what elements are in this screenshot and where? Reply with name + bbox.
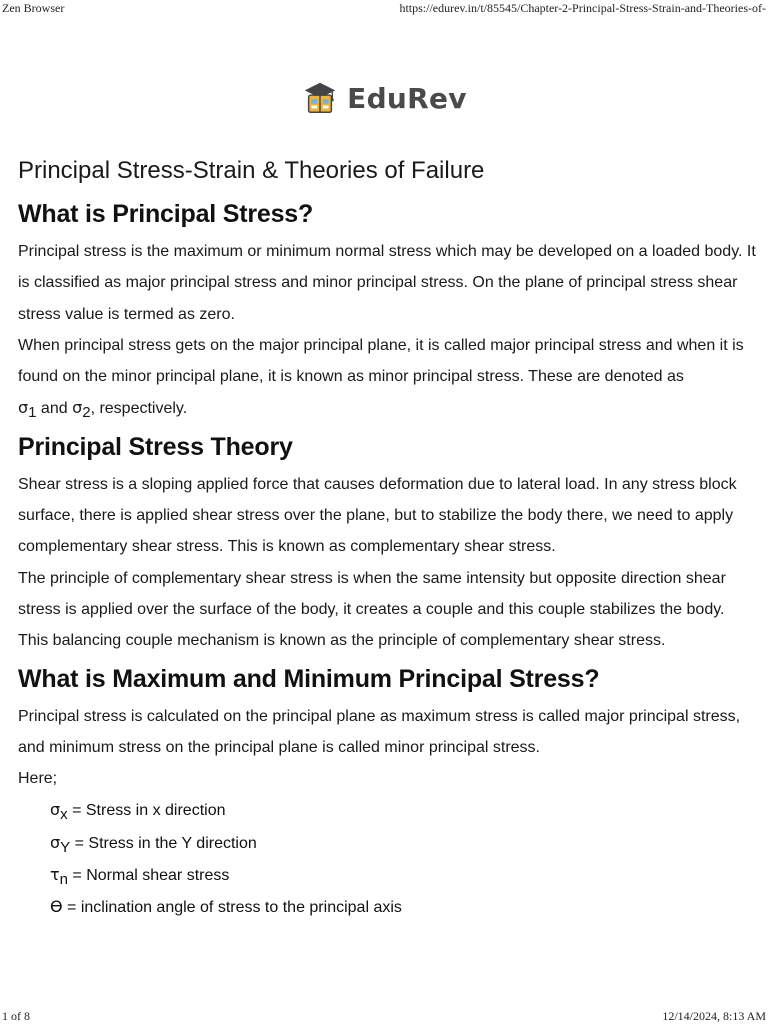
- here-label: Here;: [18, 770, 58, 788]
- symbol-definition-list: [18, 794, 758, 923]
- logo-text: EduRev: [347, 81, 467, 115]
- paragraph: [18, 330, 758, 425]
- tau-symbol: τ: [50, 865, 60, 885]
- paragraph: The principle of complementary shear stress is when the same intensity but opposite direction shear stress is applied over the surface of the body, it creates a couple and this couple stabilizes the body. This balancing couple mechanism is known as the principle of complementary shear stress.: [18, 569, 726, 650]
- sigma-symbol: σ: [18, 398, 29, 418]
- paragraph-text: , respectively.: [90, 400, 188, 418]
- print-timestamp: 12/14/2024, 8:13 AM: [662, 1009, 766, 1023]
- list-item: [50, 891, 758, 923]
- print-header: [0, 0, 768, 16]
- sigma-symbol: σ: [50, 800, 61, 820]
- subscript: Y: [60, 838, 71, 856]
- paragraph-text: When principal stress gets on the major principal plane, it is called major principal stress and when it is found on the minor principal plane, it is known as minor principal stress. These are denoted as: [18, 336, 744, 386]
- paragraph: Principal stress is calculated on the principal plane as maximum stress is called major principal stress, and minimum stress on the principal plane is called minor principal stress.: [18, 707, 741, 756]
- paragraph: Shear stress is a sloping applied force that causes deformation due to lateral load. In any stress block surface, there is applied shear stress over the plane, but to stabilize the body there, we need to apply complementary shear stress. This is known as complementary shear stress.: [18, 475, 737, 556]
- definition-text: = Stress in the Y direction: [70, 834, 257, 852]
- section-heading: What is Principal Stress?: [18, 200, 314, 228]
- subscript: n: [59, 871, 68, 889]
- paragraph-text: and: [36, 400, 73, 418]
- edurev-logo[interactable]: [0, 78, 768, 118]
- browser-title: Zen Browser: [2, 1, 65, 15]
- list-item: [50, 859, 758, 891]
- section-heading: Principal Stress Theory: [18, 432, 293, 461]
- list-item: [50, 794, 758, 826]
- list-item: [50, 827, 758, 859]
- page-indicator: 1 of 8: [2, 1009, 30, 1023]
- print-footer: [0, 1008, 768, 1024]
- theta-symbol: Ө: [50, 897, 63, 917]
- definition-text: = inclination angle of stress to the principal axis: [62, 899, 402, 917]
- document-title: Principal Stress-Strain & Theories of Failure: [18, 157, 485, 184]
- subscript: x: [60, 806, 68, 824]
- definition-text: = Stress in x direction: [67, 802, 226, 820]
- graduation-cap-book-icon: [301, 79, 339, 117]
- page-url[interactable]: https://edurev.in/t/85545/Chapter-2-Principal-Stress-Strain-and-Theories-of-: [399, 1, 766, 15]
- subscript: 2: [82, 404, 91, 422]
- document-content: [18, 150, 758, 924]
- sigma-symbol: σ: [50, 832, 61, 852]
- sigma-symbol: σ: [72, 398, 83, 418]
- section-heading: What is Maximum and Minimum Principal Stress?: [18, 664, 600, 693]
- subscript: 1: [28, 404, 37, 422]
- paragraph: Principal stress is the maximum or minimum normal stress which may be developed on a loaded body. It is classified as major principal stress and minor principal stress. On the plane of principal stress shear stress value is termed as zero.: [18, 243, 756, 323]
- definition-text: = Normal shear stress: [67, 867, 230, 885]
